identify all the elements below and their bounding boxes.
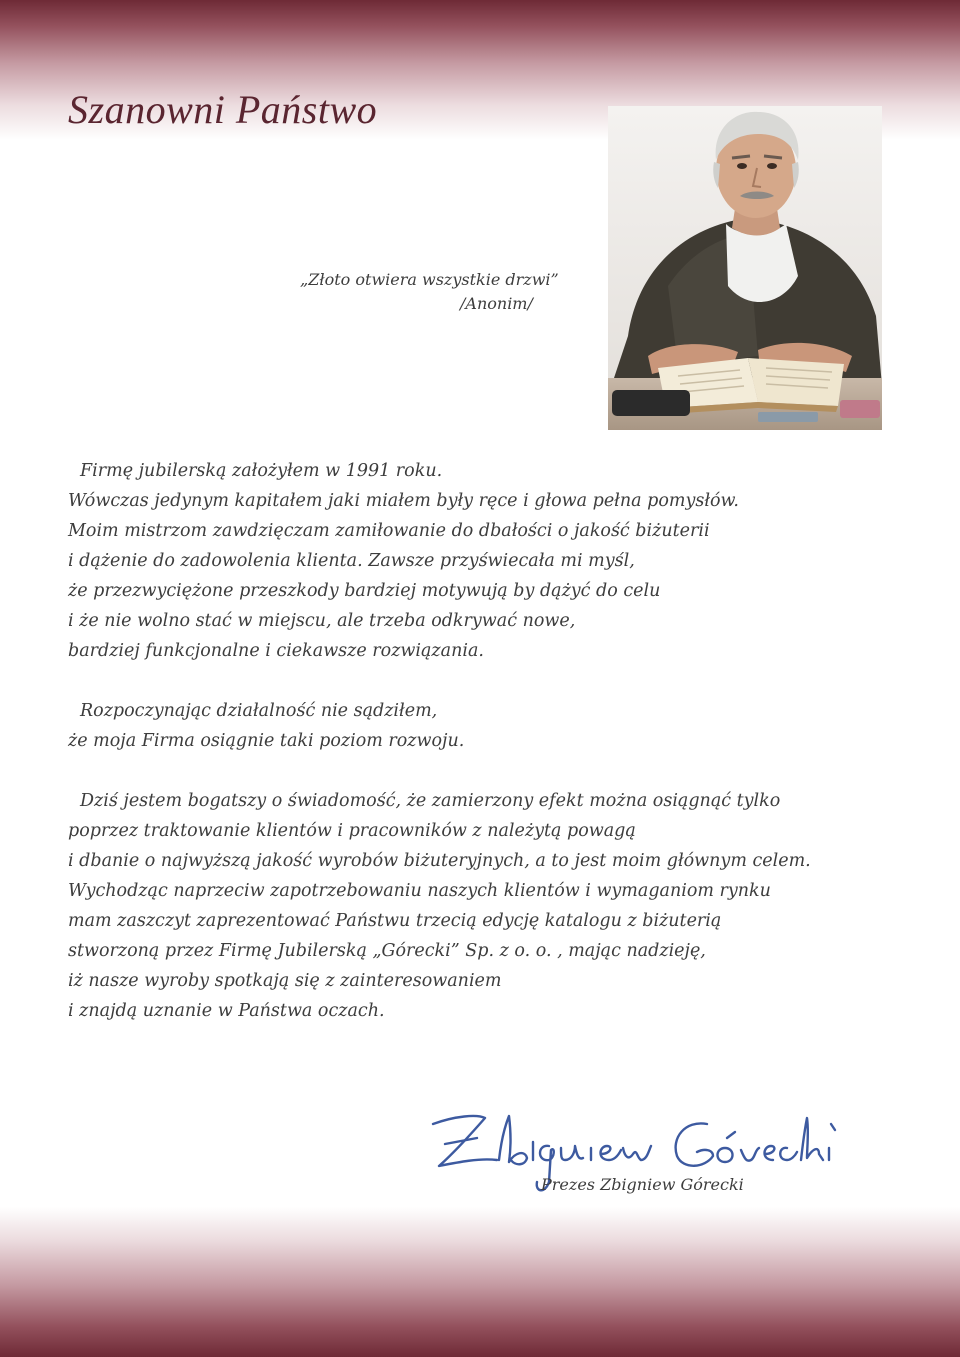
paragraph-2-line: Rozpoczynając działalność nie sądziłem, bbox=[80, 701, 438, 721]
quote-author: /Anonim/ bbox=[460, 294, 533, 313]
paragraph-1-line: Firmę jubilerską założyłem w 1991 roku. bbox=[80, 461, 443, 481]
paragraph-3-line: poprzez traktowanie klientów i pracowników z należytą powagą bbox=[68, 821, 636, 841]
paragraph-3-line: stworzoną przez Firmę Jubilerską „Górecki” Sp. z o. o. , mając nadzieję, bbox=[68, 941, 706, 961]
portrait-photo-icon bbox=[608, 106, 882, 430]
paragraph-1-line: i dążenie do zadowolenia klienta. Zawsze przyświecała mi myśl, bbox=[68, 551, 635, 571]
page-title: Szanowni Państwo bbox=[68, 87, 378, 132]
paragraph-1-line: Wówczas jedynym kapitałem jaki miałem były ręce i głowa pełna pomysłów. bbox=[68, 491, 739, 511]
paragraph-3-line: Wychodząc naprzeciw zapotrzebowaniu naszych klientów i wymaganiom rynku bbox=[68, 881, 771, 901]
bottom-gradient-band bbox=[0, 1207, 960, 1357]
signature-caption: Prezes Zbigniew Górecki bbox=[541, 1175, 744, 1194]
paragraph-3-line: Dziś jestem bogatszy o świadomość, że zamierzony efekt można osiągnąć tylko bbox=[80, 791, 781, 811]
paragraph-2 bbox=[68, 696, 888, 756]
paragraph-1-line: bardziej funkcjonalne i ciekawsze rozwiązania. bbox=[68, 641, 484, 661]
paragraph-3-line: i znajdą uznanie w Państwa oczach. bbox=[68, 1001, 385, 1021]
paragraph-2-line: że moja Firma osiągnie taki poziom rozwoju. bbox=[68, 731, 465, 751]
paragraph-gap bbox=[68, 666, 888, 696]
paragraph-3-line: iż nasze wyroby spotkają się z zainteresowaniem bbox=[68, 971, 502, 991]
letter-body bbox=[68, 456, 888, 1026]
paragraph-1-line: Moim mistrzom zawdzięczam zamiłowanie do dbałości o jakość biżuterii bbox=[68, 521, 710, 541]
quote-text: „Złoto otwiera wszystkie drzwi” bbox=[300, 270, 559, 289]
epigraph-quote bbox=[300, 268, 559, 316]
paragraph-3 bbox=[68, 786, 888, 1026]
paragraph-3-line: i dbanie o najwyższą jakość wyrobów biżuteryjnych, a to jest moim głównym celem. bbox=[68, 851, 811, 871]
paragraph-1-line: że przezwyciężone przeszkody bardziej motywują by dążyć do celu bbox=[68, 581, 661, 601]
paragraph-3-line: mam zaszczyt zaprezentować Państwu trzecią edycję katalogu z biżuterią bbox=[68, 911, 722, 931]
paragraph-gap bbox=[68, 756, 888, 786]
paragraph-1 bbox=[68, 456, 888, 666]
paragraph-1-line: i że nie wolno stać w miejscu, ale trzeba odkrywać nowe, bbox=[68, 611, 576, 631]
portrait-photo bbox=[608, 106, 882, 430]
